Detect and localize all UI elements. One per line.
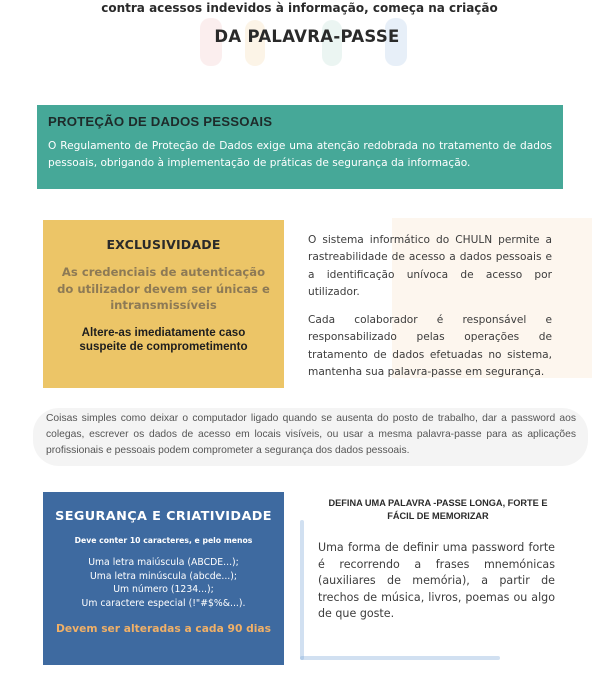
list-item: Um número (1234...); xyxy=(113,584,214,596)
middle-paragraph: Coisas simples como deixar o computador ligado quando se ausenta do posto de trabalho, dar a password aos colegas, escrever os dados de acesso em locais visíveis, ou usar a mesma palavra-passe para as aplicações profissionais e pessoais podem comprometer a segurança dos dados pessoais. xyxy=(46,413,576,456)
seguranca-box xyxy=(43,492,284,665)
decorative-line xyxy=(300,656,500,660)
page-title: DA PALAVRA-PASSE xyxy=(214,27,400,46)
seguranca-subtitle: Deve conter 10 caracteres, e pelo menos xyxy=(74,536,253,545)
seguranca-title: SEGURANÇA E CRIATIVIDADE xyxy=(55,509,272,524)
list-item: Uma letra maiúscula (ABCDE...); xyxy=(88,557,239,568)
decorative-line xyxy=(300,520,304,660)
seguranca-footer: Devem ser alteradas a cada 90 dias xyxy=(56,622,271,636)
rastreabilidade-paragraph: O sistema informático do CHULN permite a rastreabilidade de acesso a dados pessoais e a identificação unívoca de acesso por utilizador. xyxy=(308,234,552,299)
list-item: Uma letra minúscula (abcde...); xyxy=(89,570,238,582)
exclusividade-body: As credenciais de autenticação do utilizador devem ser únicas e intransmissíveis xyxy=(57,265,270,312)
exclusividade-box xyxy=(43,220,284,388)
exclusividade-title: EXCLUSIVIDADE xyxy=(106,237,221,252)
exclusividade-note: Altere-as imediatamente caso suspeite de comprometimento xyxy=(79,325,248,353)
header-subtitle: contra acessos indevidos à informação, começa na criação xyxy=(101,1,498,15)
definir-text: Uma forma de definir uma password forte é recorrendo a frases mnemónicas (auxiliares de memória), a partir de trechos de música, livros, poemas ou algo de que goste. xyxy=(318,541,555,620)
definir-title: DEFINA UMA PALAVRA -PASSE LONGA, FORTE E FÁCIL DE MEMORIZAR xyxy=(328,498,548,521)
list-item: Um caractere especial (!"#$%&...). xyxy=(81,597,246,609)
responsabilidade-paragraph: Cada colaborador é responsável e responsabilizado pelas operações de tratamento de dados efetuadas no sistema, mantenha sua palavra-passe em segurança. xyxy=(308,314,552,379)
protecao-dados-box xyxy=(37,105,563,189)
password-rules-list xyxy=(43,556,284,610)
protecao-dados-text: O Regulamento de Proteção de Dados exige uma atenção redobrada no tratamento de dados pessoais, obrigando à implementação de práticas de segurança da informação. xyxy=(48,140,552,169)
protecao-dados-title: PROTEÇÃO DE DADOS PESSOAIS xyxy=(48,114,273,129)
